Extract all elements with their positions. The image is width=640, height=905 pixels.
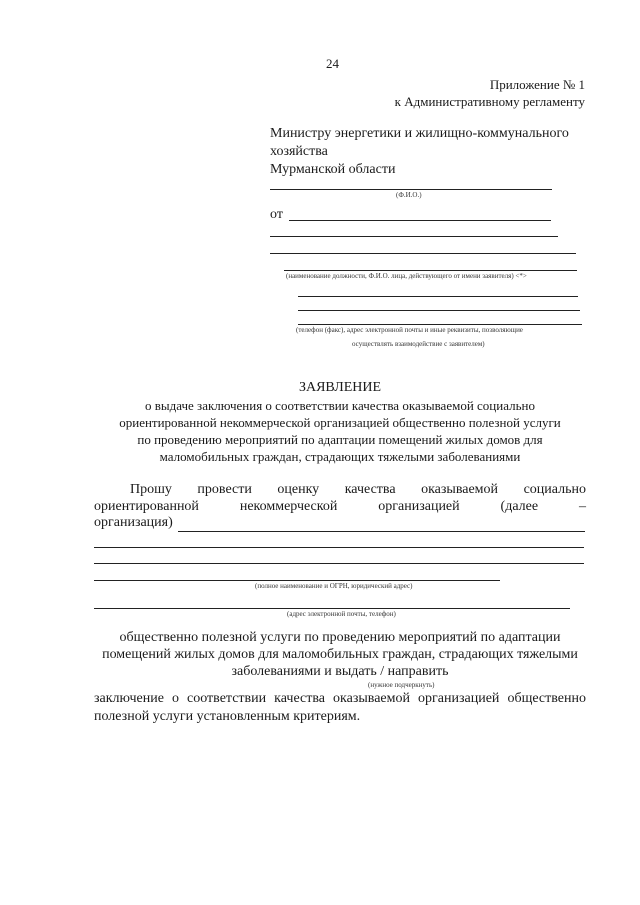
from-caption: (наименование должности, Ф.И.О. лица, действующего от имени заявителя) <*> <box>286 272 527 280</box>
service-line-2: помещений жилых домов для маломобильных граждан, страдающих тяжелыми <box>102 647 578 662</box>
request-row-2 <box>94 499 586 515</box>
fio-field-line <box>270 189 552 190</box>
request-word: качества <box>344 482 396 497</box>
organization-field-line-4 <box>94 580 500 581</box>
organization-field-line-2 <box>94 547 584 548</box>
email-caption: (адрес электронной почты, телефон) <box>287 610 396 618</box>
page-number: 24 <box>326 56 339 71</box>
subject-line-2: ориентированной некоммерческой организацией общественно полезной услуги <box>119 415 561 430</box>
underline-caption: (нужное подчеркнуть) <box>368 681 435 689</box>
request-word: некоммерческой <box>239 499 338 514</box>
appendix-title: Приложение № 1 <box>489 77 585 92</box>
request-word: – <box>579 499 586 514</box>
from-field-line-4 <box>284 270 577 271</box>
service-line-1: общественно полезной услуги по проведению мероприятий по адаптации <box>119 630 561 645</box>
contacts-caption-2: осуществлять взаимодействие с заявителем) <box>352 340 485 348</box>
from-label: от <box>270 207 283 222</box>
subject-line-1: о выдаче заключения о соответствии качества оказываемой социально <box>145 398 535 413</box>
organization-label: организация) <box>94 515 173 530</box>
contacts-field-line-1 <box>298 296 578 297</box>
from-field-line-2 <box>270 236 558 237</box>
appendix-regulation: к Административному регламенту <box>394 94 585 109</box>
contacts-caption-1: (телефон (факс), адрес электронной почты и иные реквизиты, позволяющие <box>296 326 523 334</box>
request-row-1 <box>130 482 586 498</box>
fio-caption: (Ф.И.О.) <box>396 191 422 199</box>
contacts-field-line-2 <box>298 310 580 311</box>
request-word: организацией <box>378 499 460 514</box>
request-word: оказываемой <box>421 482 499 497</box>
subject-line-3: по проведению мероприятий по адаптации помещений жилых домов для <box>137 432 543 447</box>
document-heading: ЗАЯВЛЕНИЕ <box>298 380 382 395</box>
addressee-line-1: Министру энергетики и жилищно-коммунального <box>270 126 569 141</box>
addressee-line-2: хозяйства <box>270 144 328 159</box>
request-word: оценку <box>277 482 320 497</box>
conclusion-line-2: полезной услуги установленным критериям. <box>94 709 361 724</box>
from-field-line-3 <box>270 253 576 254</box>
addressee-line-3: Мурманской области <box>270 162 396 177</box>
organization-field-line-3 <box>94 563 584 564</box>
contacts-field-line-3 <box>298 324 582 325</box>
request-word: провести <box>197 482 252 497</box>
subject-line-4: маломобильных граждан, страдающих тяжелыми заболеваниями <box>159 449 521 464</box>
request-word: ориентированной <box>94 499 199 514</box>
organization-caption: (полное наименование и ОГРН, юридический адрес) <box>255 582 413 590</box>
service-line-3: заболеваниями и выдать / направить <box>231 664 449 679</box>
request-word: Прошу <box>130 482 172 497</box>
email-field-line <box>94 608 570 609</box>
from-field-line-1 <box>289 220 551 221</box>
organization-field-line-1 <box>178 531 585 532</box>
conclusion-line-1: заключение о соответствии качества оказываемой организацией общественно <box>94 691 586 706</box>
request-word: (далее <box>500 499 539 514</box>
request-word: социально <box>523 482 586 497</box>
